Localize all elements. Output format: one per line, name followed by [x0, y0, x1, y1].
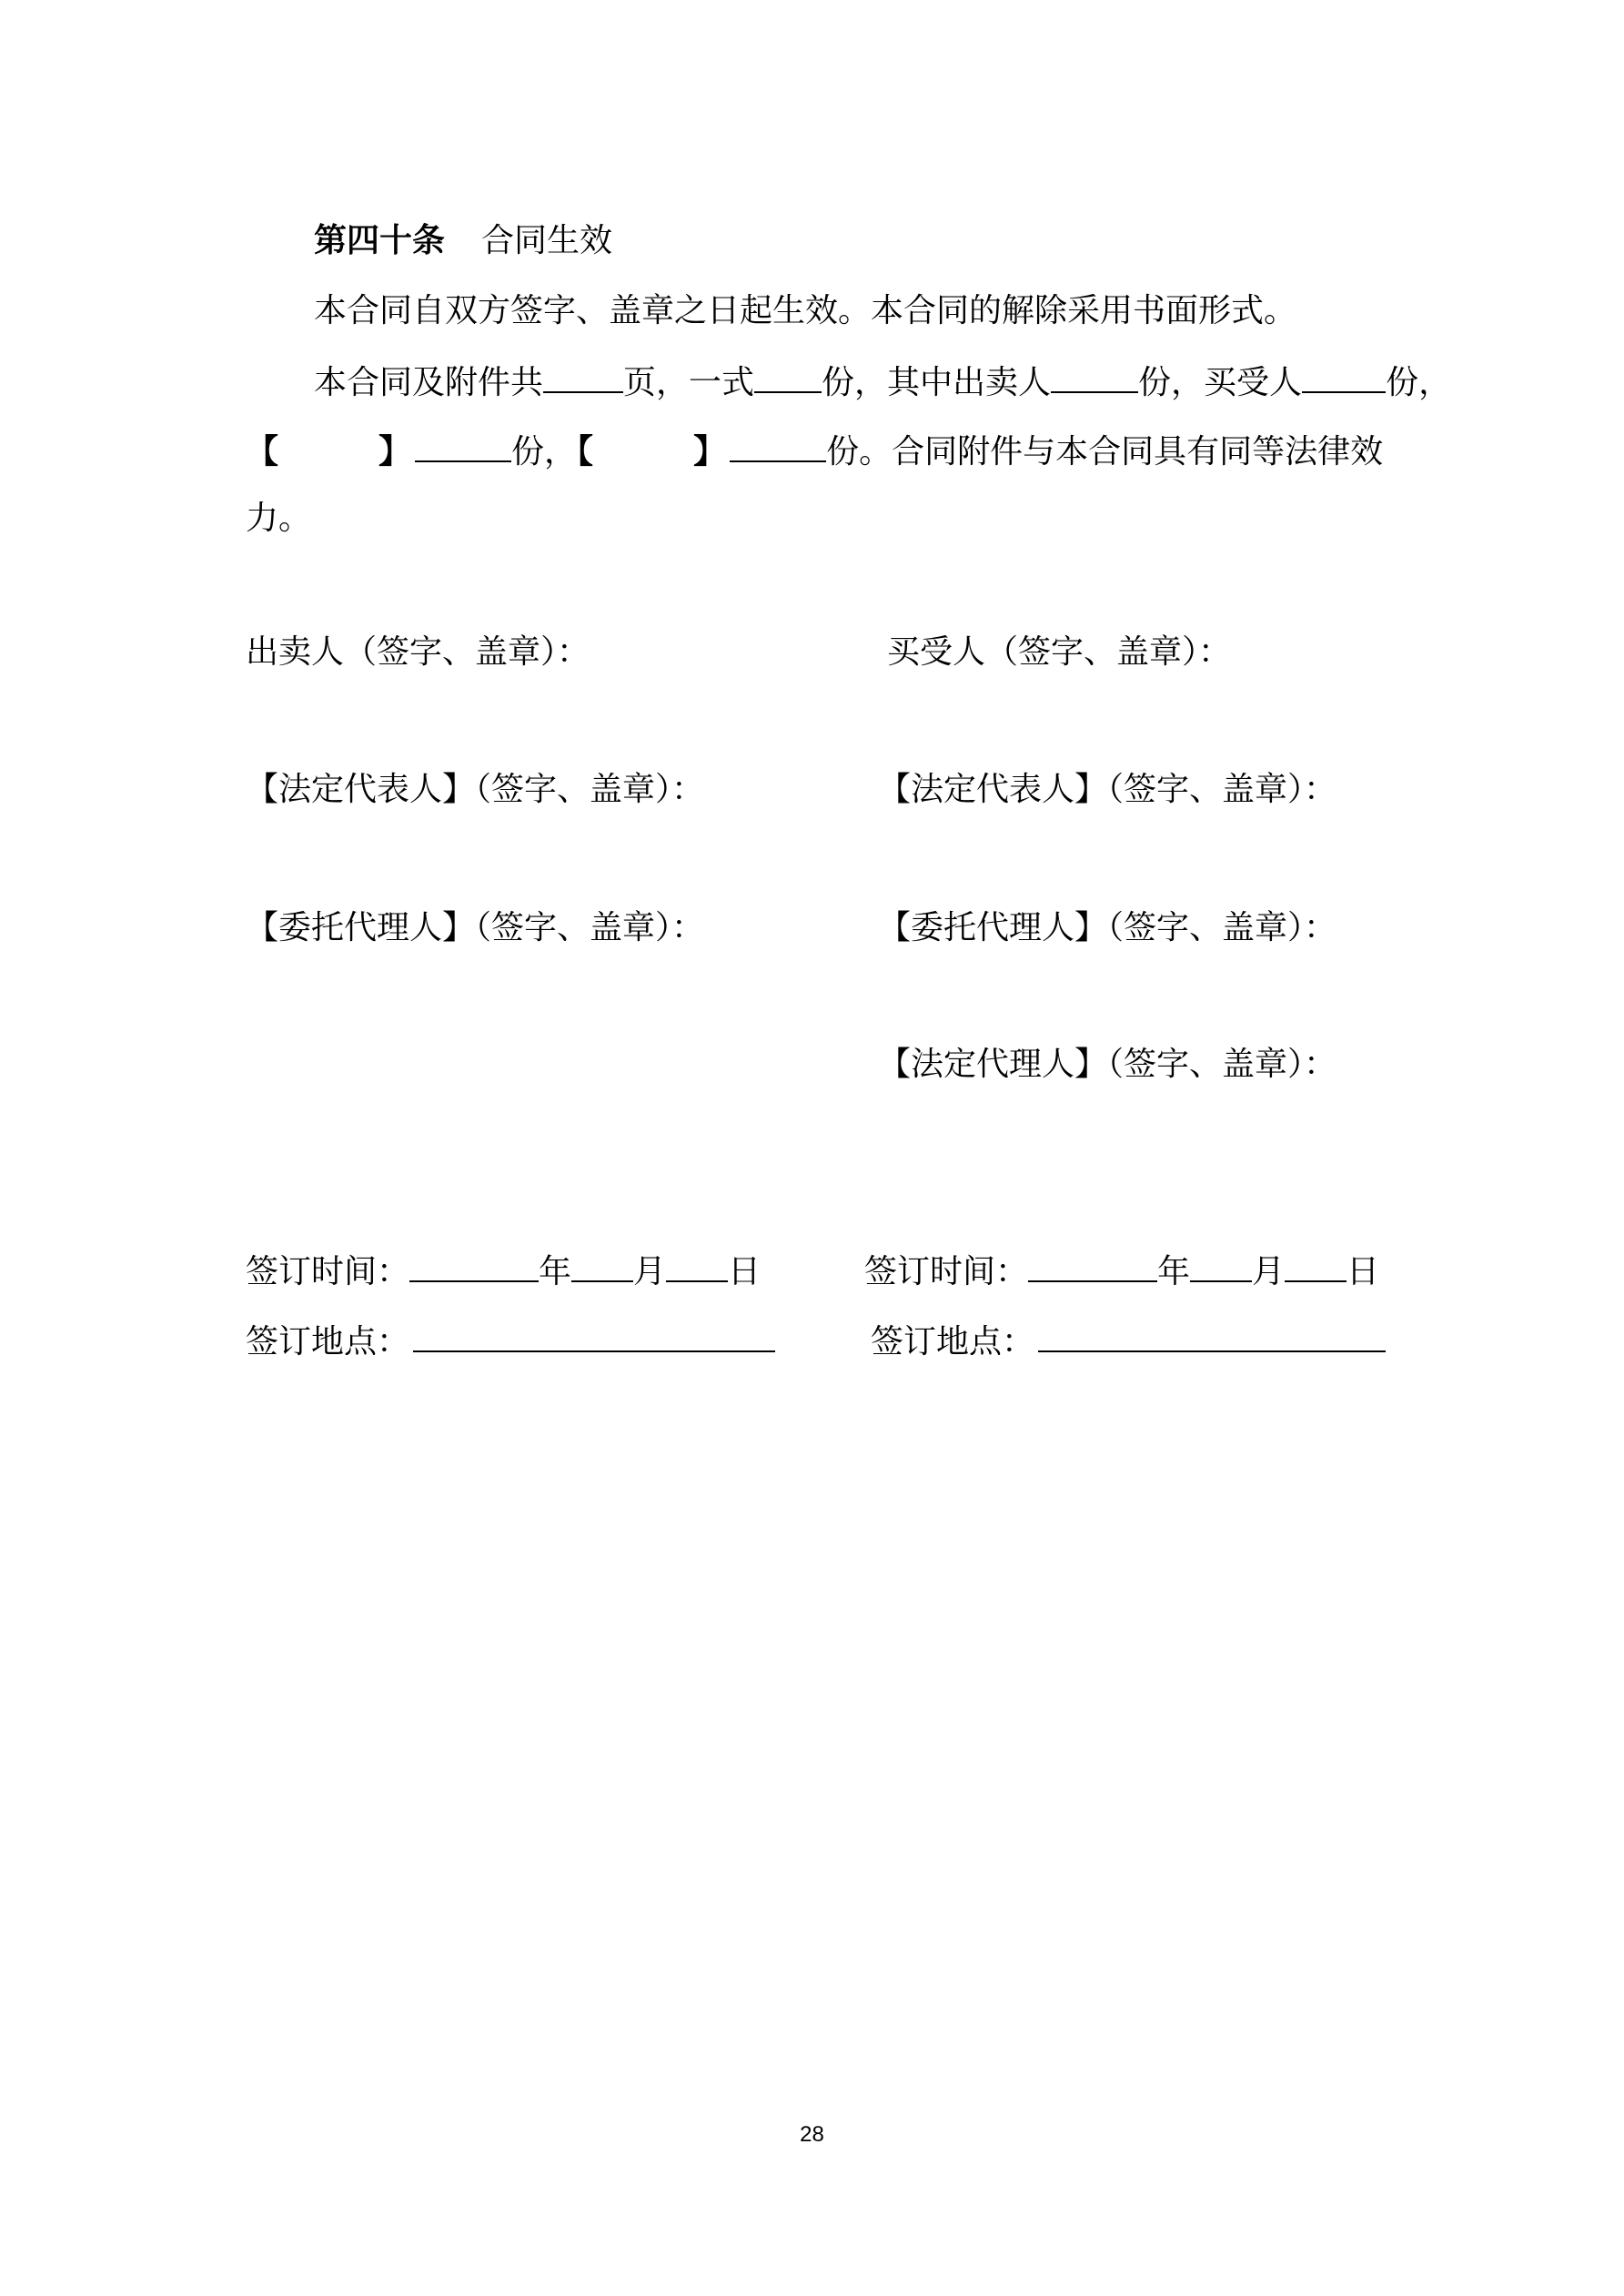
month-blank	[571, 1251, 633, 1282]
buyer-signing-time	[864, 1251, 1379, 1290]
pages-blank	[543, 362, 623, 393]
article-heading	[314, 222, 612, 259]
seller-agent-label: 【委托代理人】（签字、盖章）：	[246, 909, 705, 946]
year-label: 年	[539, 1253, 572, 1290]
paragraph-effectiveness: 本合同自双方签字、盖章之日起生效。本合同的解除采用书面形式。	[314, 292, 1297, 329]
copies-text-7: 份。合同附件与本合同具有同等法律效	[826, 433, 1384, 470]
seller-signature-label: 出卖人（签字、盖章）：	[246, 633, 590, 671]
copies-text-2: 页，一式	[623, 364, 755, 401]
signing-place-label: 签订地点：	[871, 1323, 1035, 1360]
seller-legal-rep-label: 【法定代表人】（签字、盖章）：	[246, 771, 705, 808]
buyer-signing-place	[871, 1321, 1386, 1360]
year-blank	[409, 1251, 539, 1282]
year-label: 年	[1157, 1253, 1191, 1290]
bracket-close-1: 】	[378, 432, 412, 470]
signing-place-label: 签订地点：	[246, 1323, 410, 1360]
year-blank	[1028, 1251, 1157, 1282]
copies-text-4: 份，买受人	[1138, 364, 1303, 401]
seller-signing-time	[246, 1251, 761, 1290]
signing-time-label: 签订时间：	[864, 1253, 1029, 1290]
paragraph-copies-line-2	[246, 431, 1383, 470]
buyer-legal-agent-label: 【法定代理人】（签字、盖章）：	[878, 1046, 1337, 1083]
copies-text-5: 份，	[1386, 364, 1452, 401]
article-title: 合同生效	[481, 222, 613, 259]
article-number: 第四十条	[314, 221, 446, 259]
day-label: 日	[728, 1253, 762, 1290]
day-blank	[1285, 1251, 1347, 1282]
party-b-copies-blank	[730, 431, 826, 462]
day-label: 日	[1347, 1253, 1380, 1290]
party-a-copies-blank	[415, 431, 511, 462]
paragraph-copies-line-3: 力。	[246, 500, 312, 537]
page-number: 28	[800, 2122, 824, 2147]
month-label: 月	[633, 1253, 667, 1290]
month-blank	[1190, 1251, 1252, 1282]
signing-time-label: 签订时间：	[246, 1253, 410, 1290]
buyer-copies-blank	[1302, 362, 1386, 393]
buyer-agent-label: 【委托代理人】（签字、盖章）：	[878, 909, 1337, 946]
bracket-close-2: 】	[693, 432, 727, 470]
seller-copies-blank	[1051, 362, 1138, 393]
place-blank	[413, 1321, 775, 1352]
paragraph-copies-line-1	[314, 362, 1451, 401]
day-blank	[666, 1251, 728, 1282]
seller-signing-place	[246, 1321, 775, 1360]
buyer-signature-label: 买受人（签字、盖章）：	[887, 633, 1232, 671]
copies-text-3: 份，其中出卖人	[822, 364, 1052, 401]
copies-text-6: 份，	[511, 433, 578, 470]
bracket-open-1: 【	[246, 432, 279, 470]
place-blank	[1038, 1321, 1386, 1352]
buyer-legal-rep-label: 【法定代表人】（签字、盖章）：	[878, 771, 1337, 808]
month-label: 月	[1252, 1253, 1286, 1290]
total-copies-blank	[754, 362, 822, 393]
copies-text-1: 本合同及附件共	[314, 364, 544, 401]
bracket-open-2: 【	[577, 432, 594, 470]
